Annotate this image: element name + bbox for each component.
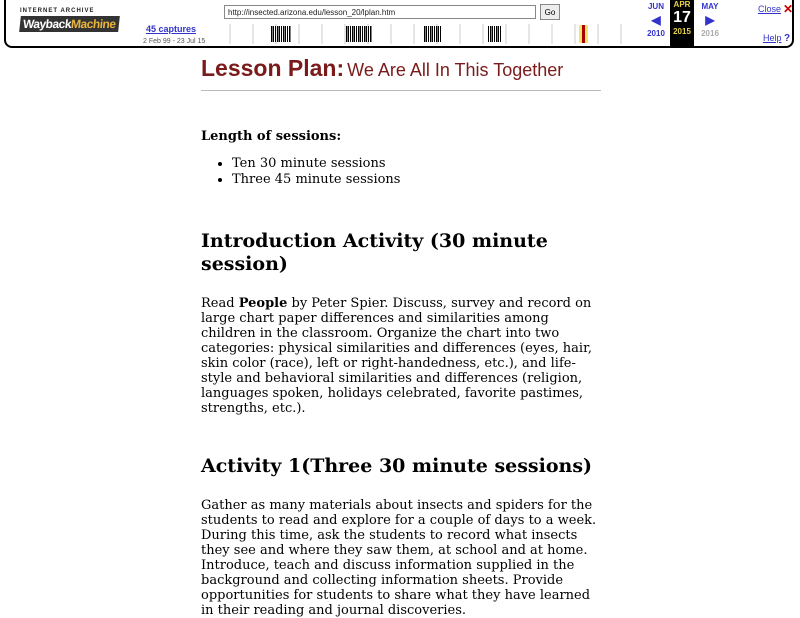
current-day-label: 17 (673, 9, 691, 26)
prev-year-label: 2010 (647, 29, 665, 38)
wayback-toolbar (4, 0, 794, 48)
title-divider (201, 90, 601, 91)
intro-activity-text (201, 296, 601, 416)
prev-month-column[interactable] (642, 2, 670, 38)
page-title (201, 52, 601, 82)
next-month-column[interactable] (696, 2, 724, 38)
logo-wayback-text (19, 16, 119, 32)
activity-1-text: Gather as many materials about insects and spiders for the students to read and explore for a couple of days to a week. During this time, ask the students to record what insects they see and where they saw them, at school and at home. Introduce, teach and discuss information supplied in the background and collecting information sheets. Provide opportunities for students to share what they have learned in their reading and journal discoveries. (201, 498, 597, 618)
capture-date-range: 2 Feb 99 - 23 Jul 15 (143, 38, 206, 45)
logo-wayback-part: Wayback (22, 17, 72, 31)
prev-month-label: JUN (647, 2, 664, 11)
list-item: • Three 45 minute sessions (232, 172, 601, 188)
activity-1-heading: Activity 1(Three 30 minute sessions) (201, 455, 593, 477)
help-link[interactable]: Help (763, 33, 782, 43)
next-month-label: MAY (701, 2, 719, 11)
book-title: People (238, 296, 288, 311)
length-of-sessions-label: Length of sessions: (201, 129, 342, 144)
logo-internet-archive-text: INTERNET ARCHIVE (20, 8, 95, 14)
current-year-label: 2015 (673, 27, 691, 36)
current-month-label: APR (673, 0, 691, 9)
wayback-logo[interactable] (20, 8, 117, 42)
url-input[interactable] (224, 5, 536, 19)
next-capture-icon[interactable]: ▶ (705, 13, 715, 27)
capture-sparkline[interactable] (226, 24, 636, 44)
intro-body: by Peter Spier. Discuss, survey and record on large chart paper differences and similarities among children in the classroom. Organize the chart into two categories: physical similarities and differences (eyes, hair, skin color (race), left or right-handedness, etc.), and life-style and behavioral similarities and differences (religion, languages spoken, holidays celebrated, favorite pastimes, strengths, etc.). (201, 296, 592, 416)
close-link[interactable]: Close (758, 4, 782, 14)
next-year-label: 2016 (701, 29, 719, 38)
captures-link[interactable]: 45 captures (146, 24, 197, 34)
page-title-main: Lesson Plan: (201, 55, 345, 81)
sessions-list (201, 156, 601, 188)
list-item: • Ten 30 minute sessions (232, 156, 601, 172)
page-title-sub: We Are All In This Together (347, 60, 564, 80)
logo-machine-part: Machine (70, 17, 117, 31)
help-icon[interactable]: ? (784, 33, 791, 44)
current-capture-date (670, 0, 694, 46)
page-content (201, 52, 601, 618)
prev-capture-icon[interactable]: ◀ (651, 13, 661, 27)
intro-read-word: Read (201, 296, 235, 311)
intro-activity-heading: Introduction Activity (30 minute session) (201, 230, 548, 275)
go-button[interactable]: Go (540, 4, 560, 20)
close-icon[interactable]: ✕ (783, 2, 794, 16)
